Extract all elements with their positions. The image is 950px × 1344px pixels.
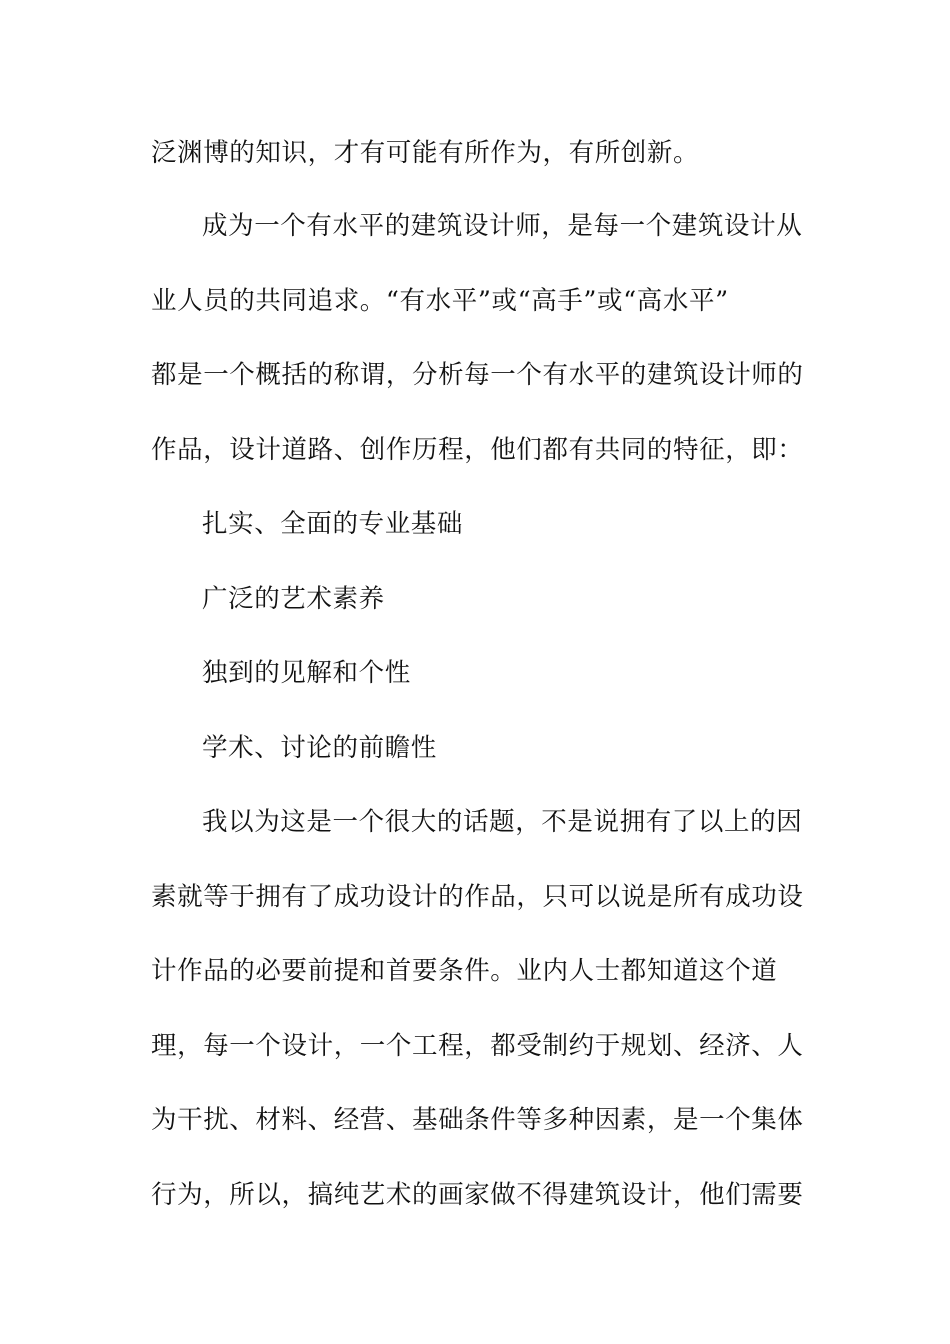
paragraph-line: 都是一个概括的称谓，分析每一个有水平的建筑设计师的 <box>151 360 804 390</box>
paragraph-line: 素就等于拥有了成功设计的作品，只可以说是所有成功设 <box>151 882 804 912</box>
list-item: 学术、讨论的前瞻性 <box>202 733 437 763</box>
list-item: 独到的见解和个性 <box>202 658 411 688</box>
paragraph-line: 作品，设计道路、创作历程，他们都有共同的特征，即： <box>151 435 804 465</box>
paragraph-line: 为干扰、材料、经营、基础条件等多种因素，是一个集体 <box>151 1105 804 1135</box>
paragraph-line: 业人员的共同追求。“有水平”或“高手”或“高水平” <box>151 286 729 316</box>
list-item: 广泛的艺术素养 <box>202 584 385 614</box>
paragraph-line: 我以为这是一个很大的话题，不是说拥有了以上的因 <box>202 807 803 837</box>
paragraph-line: 理，每一个设计，一个工程，都受制约于规划、经济、人 <box>151 1031 804 1061</box>
list-item: 扎实、全面的专业基础 <box>202 509 464 539</box>
paragraph-line: 成为一个有水平的建筑设计师，是每一个建筑设计从 <box>202 211 803 241</box>
paragraph-line: 计作品的必要前提和首要条件。业内人士都知道这个道 <box>151 956 778 986</box>
paragraph-line: 泛渊博的知识，才有可能有所作为，有所创新。 <box>151 138 700 168</box>
paragraph-line: 行为，所以，搞纯艺术的画家做不得建筑设计，他们需要 <box>151 1180 804 1210</box>
